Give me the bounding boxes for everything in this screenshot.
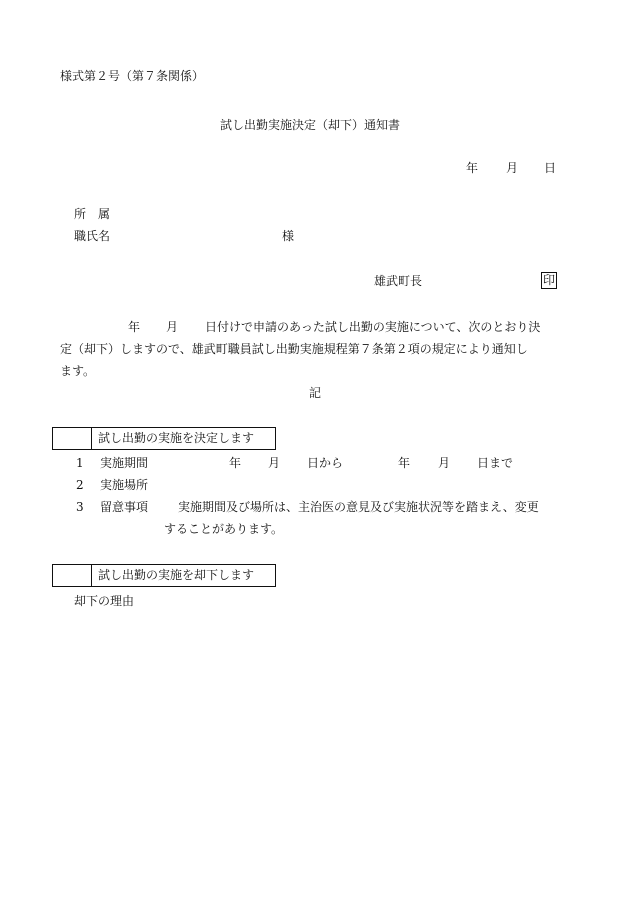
period-day-to: 日まで xyxy=(477,456,514,470)
period-year-2: 年 xyxy=(398,456,411,470)
item-2-number: 2 xyxy=(76,478,84,492)
ki-heading: 記 xyxy=(309,386,322,400)
document-title: 試し出勤実施決定（却下）通知書 xyxy=(220,118,401,132)
approval-checkbox-row xyxy=(52,427,276,450)
item-1-label: 実施期間 xyxy=(100,456,149,470)
approval-checkbox-cell[interactable] xyxy=(53,428,92,449)
sender-title: 雄武町長 xyxy=(374,274,423,288)
honorific: 様 xyxy=(282,229,295,243)
notes-line-2: することがあります。 xyxy=(164,522,284,536)
name-label: 職氏名 xyxy=(74,229,111,243)
body-line1: 日付けで申請のあった試し出勤の実施について、次のとおり決 xyxy=(205,320,541,334)
body-month: 月 xyxy=(166,320,179,334)
period-year-1: 年 xyxy=(229,456,242,470)
item-3-label: 留意事項 xyxy=(100,500,149,514)
rejection-checkbox-cell[interactable] xyxy=(53,565,92,586)
item-3-number: 3 xyxy=(76,500,84,514)
rejection-reason-label: 却下の理由 xyxy=(74,594,135,608)
seal-mark xyxy=(541,272,557,289)
affiliation-label: 所 属 xyxy=(74,207,111,221)
period-day-from: 日から xyxy=(307,456,344,470)
date-month-label: 月 xyxy=(506,161,519,175)
body-line2: 定（却下）しますので、雄武町職員試し出勤実施規程第７条第２項の規定により通知し xyxy=(60,342,528,356)
date-year-label: 年 xyxy=(466,161,479,175)
date-day-label: 日 xyxy=(544,161,557,175)
form-number: 様式第２号（第７条関係） xyxy=(60,69,205,83)
notes-line-1: 実施期間及び場所は、主治医の意見及び実施状況等を踏まえ、変更 xyxy=(178,500,539,514)
approval-label: 試し出勤の実施を決定します xyxy=(98,431,255,445)
body-line3: ます。 xyxy=(60,364,96,378)
seal-text: 印 xyxy=(543,273,556,287)
item-1-number: 1 xyxy=(76,456,84,470)
rejection-label: 試し出勤の実施を却下します xyxy=(98,568,255,582)
period-month-1: 月 xyxy=(268,456,281,470)
item-2-label: 実施場所 xyxy=(100,478,149,492)
rejection-checkbox-row xyxy=(52,564,276,587)
body-year: 年 xyxy=(128,320,141,334)
period-month-2: 月 xyxy=(438,456,451,470)
